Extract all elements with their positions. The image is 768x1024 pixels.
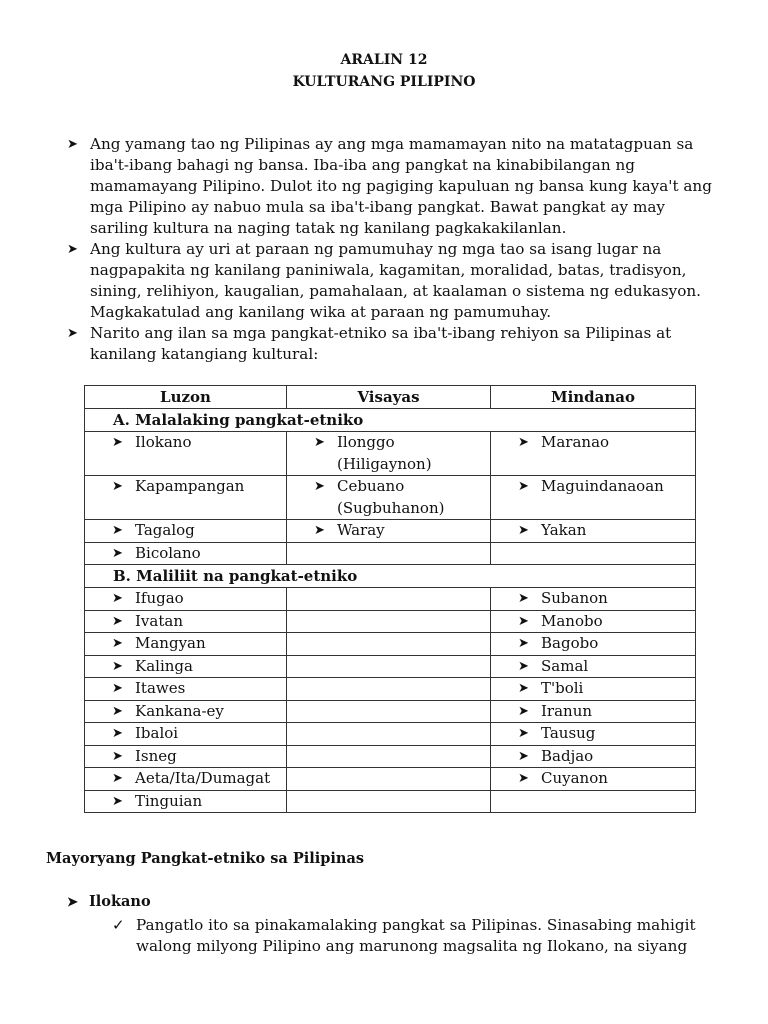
intro-bullet: ➤ Narito ang ilan sa mga pangkat-etniko sa iba't-ibang rehiyon sa Pilipinas at kanilang katangiang kultural: (67, 324, 672, 363)
table-cell (287, 745, 491, 768)
table-row (85, 520, 696, 543)
table-cell (491, 768, 696, 791)
table-row (85, 542, 696, 565)
arrow-bullet-icon: ➤ (518, 591, 529, 606)
table-cell (491, 700, 696, 723)
arrow-bullet-icon: ➤ (112, 726, 123, 741)
arrow-bullet-icon: ➤ (518, 613, 529, 629)
section-a-row (85, 409, 696, 432)
ilokano-subheading: ➤ Ilokano (67, 893, 151, 910)
arrow-bullet-icon: ➤ (112, 435, 123, 450)
table-cell (287, 588, 491, 611)
ethnic-group-name: Iranun (541, 701, 593, 720)
arrow-bullet-icon: ➤ (518, 636, 529, 651)
table-cell (287, 768, 491, 791)
ethnic-group-name: Kankana-ey (135, 701, 224, 720)
table-row (85, 655, 696, 678)
arrow-bullet-icon: ➤ (518, 681, 529, 696)
arrow-bullet-icon: ➤ (112, 479, 123, 494)
table-row (85, 678, 696, 701)
arrow-bullet-icon: ➤ (112, 636, 123, 651)
lesson-number: ARALIN 12 (340, 52, 428, 68)
table-cell (85, 745, 287, 768)
arrow-bullet-icon: ➤ (518, 771, 529, 786)
ethnic-group-name: Tagalog (135, 521, 195, 539)
table-cell (85, 723, 287, 746)
ethnic-group-name: Ifugao (135, 589, 184, 607)
ethnic-group-name: Subanon (541, 589, 608, 607)
ethnic-group-name: T'boli (541, 679, 584, 697)
table-cell (491, 610, 696, 633)
ethnic-group-name: Aeta/Ita/Dumagat (135, 769, 271, 787)
ethnic-group-name: Bicolano (135, 543, 201, 562)
table-row (85, 723, 696, 746)
intro-bullet: ➤ Ang yamang tao ng Pilipinas ay ang mga mamamayan nito na matatagpuan sa iba't-ibang bahagi ng bansa. Iba-iba ang pangkat na kinabibilangan ng mamamayang Pilipino. Dulot ito ng pagiging kapuluan ng bansa kung kaya't ang mga Pilipino ay nabuo mula sa iba't-ibang pangkat. Bawat pangkat ay may sariling kultura na naging tatak ng kanilang pagkakakilanlan. (67, 135, 712, 237)
arrow-bullet-icon: ➤ (518, 479, 529, 494)
table-cell (491, 790, 696, 813)
arrow-bullet-icon: ➤ (112, 658, 123, 674)
section-a-title: A. Malalaking pangkat-etniko (85, 409, 696, 432)
ethnic-group-name: Cuyanon (541, 769, 608, 787)
arrow-bullet-icon: ➤ (314, 479, 325, 494)
intro-bullet: ➤ Ang kultura ay uri at paraan ng pamumuhay ng mga tao sa isang lugar na nagpapakita ng kanilang paniniwala, kagamitan, moralidad, batas, tradisyon, sining, relihiyon, kaugalian, pamahalaan, at kaalaman o sistema ng edukasyon. Magkakatulad ang kanilang wika at paraan ng pamumuhay. (67, 240, 701, 321)
ethnic-group-name: Manobo (541, 611, 603, 630)
checkmark-icon: ✓ (112, 916, 125, 934)
table-header-row (85, 386, 696, 409)
table-cell (85, 678, 287, 701)
arrow-bullet-icon: ➤ (67, 895, 78, 910)
ethnic-group-name: Badjao (541, 746, 594, 765)
ethnic-group-name: Ibaloi (135, 724, 179, 742)
table-row (85, 768, 696, 791)
ethnic-group-name: Ilonggo (Hiligaynon) (337, 433, 432, 473)
ilokano-description: ✓ Pangatlo ito sa pinakamalaking pangkat sa Pilipinas. Sinasabing mahigit walong milyong Pilipino ang marunong magsalita ng Ilokano, na siyang (112, 916, 696, 955)
ethnic-group-name: Yakan (541, 521, 587, 539)
arrow-bullet-icon: ➤ (67, 137, 78, 152)
table-row (85, 745, 696, 768)
ethnic-group-name: Ivatan (135, 611, 183, 630)
arrow-bullet-icon: ➤ (518, 435, 529, 450)
table-cell (287, 520, 491, 543)
ethnic-group-name: Ilokano (135, 433, 192, 451)
ethnic-group-name: Samal (541, 656, 589, 675)
arrow-bullet-icon: ➤ (112, 545, 123, 561)
ethnic-group-name: Itawes (135, 679, 186, 697)
table-row (85, 700, 696, 723)
table-row (85, 633, 696, 656)
table-cell (491, 723, 696, 746)
major-groups-heading: Mayoryang Pangkat-etniko sa Pilipinas (46, 850, 365, 867)
section-b-row (85, 565, 696, 588)
table-cell (491, 655, 696, 678)
ethnic-group-name: Kapampangan (135, 477, 245, 495)
arrow-bullet-icon: ➤ (112, 681, 123, 696)
table-cell (491, 633, 696, 656)
table-row (85, 588, 696, 611)
ethnic-group-name: Maguindanaoan (541, 477, 664, 495)
table-cell (85, 610, 287, 633)
section-b-title: B. Maliliit na pangkat-etniko (85, 565, 696, 588)
column-header-mindanao: Mindanao (491, 386, 696, 409)
arrow-bullet-icon: ➤ (314, 435, 325, 450)
ethnic-group-name: Bagobo (541, 634, 599, 652)
table-cell (491, 588, 696, 611)
table-cell (491, 745, 696, 768)
ethnic-group-name: Mangyan (135, 634, 206, 652)
table-cell (491, 542, 696, 565)
arrow-bullet-icon: ➤ (112, 523, 123, 538)
table-cell (85, 700, 287, 723)
ethnic-group-name: Cebuano (Sugbuhanon) (337, 477, 445, 517)
table-cell (85, 768, 287, 791)
table-row (85, 610, 696, 633)
arrow-bullet-icon: ➤ (112, 771, 123, 786)
ethnic-groups-table (84, 385, 696, 813)
arrow-bullet-icon: ➤ (518, 523, 529, 538)
table-cell (287, 678, 491, 701)
table-cell (491, 476, 696, 520)
table-cell (287, 790, 491, 813)
arrow-bullet-icon: ➤ (314, 523, 325, 538)
ethnic-group-name: Kalinga (135, 656, 193, 675)
arrow-bullet-icon: ➤ (67, 326, 78, 341)
arrow-bullet-icon: ➤ (112, 591, 123, 606)
arrow-bullet-icon: ➤ (112, 613, 123, 629)
arrow-bullet-icon: ➤ (518, 658, 529, 674)
table-cell (287, 610, 491, 633)
table-cell (491, 678, 696, 701)
arrow-bullet-icon: ➤ (518, 748, 529, 764)
table-cell (491, 520, 696, 543)
table-cell (287, 432, 491, 476)
intro-bullet-list (65, 134, 725, 365)
ethnic-group-name: Waray (337, 521, 385, 539)
ethnic-group-name: Tinguian (135, 791, 203, 810)
table-row (85, 476, 696, 520)
ethnic-group-name: Tausug (541, 724, 596, 742)
table-cell (287, 633, 491, 656)
ethnic-group-name: Maranao (541, 433, 610, 451)
table-cell (85, 520, 287, 543)
table-row (85, 790, 696, 813)
table-cell (85, 588, 287, 611)
table-cell (85, 476, 287, 520)
arrow-bullet-icon: ➤ (518, 703, 529, 719)
arrow-bullet-icon: ➤ (112, 748, 123, 764)
table-cell (85, 655, 287, 678)
table-cell (287, 723, 491, 746)
arrow-bullet-icon: ➤ (112, 703, 123, 719)
arrow-bullet-icon: ➤ (518, 726, 529, 741)
table-cell (491, 432, 696, 476)
table-cell (85, 432, 287, 476)
table-cell (287, 476, 491, 520)
table-row (85, 432, 696, 476)
table-cell (85, 633, 287, 656)
table-cell (85, 542, 287, 565)
arrow-bullet-icon: ➤ (112, 793, 123, 809)
table-cell (287, 655, 491, 678)
column-header-visayas: Visayas (287, 386, 491, 409)
table-cell (287, 542, 491, 565)
table-cell (287, 700, 491, 723)
table-cell (85, 790, 287, 813)
ethnic-group-name: Isneg (135, 746, 177, 765)
column-header-luzon: Luzon (85, 386, 287, 409)
lesson-title: KULTURANG PILIPINO (292, 74, 476, 90)
arrow-bullet-icon: ➤ (67, 242, 78, 257)
